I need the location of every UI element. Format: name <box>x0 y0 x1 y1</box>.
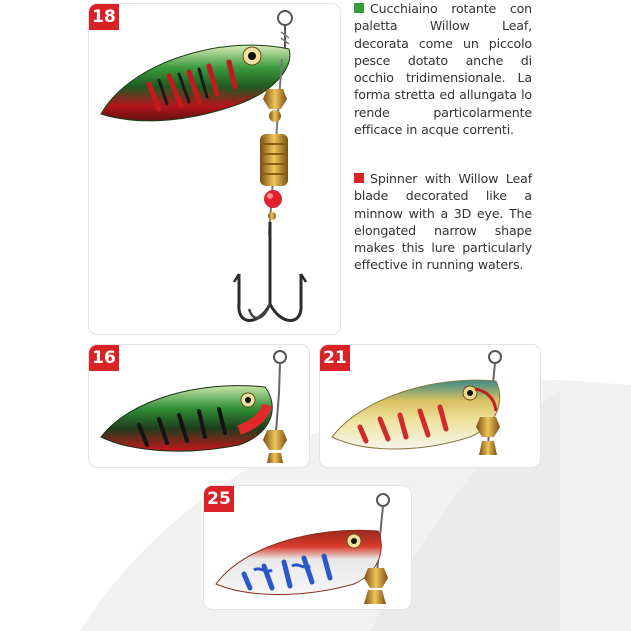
product-number-badge: 25 <box>204 486 234 512</box>
description-italian <box>354 0 532 138</box>
product-card-18[interactable] <box>88 3 341 335</box>
product-number-badge: 16 <box>89 345 119 371</box>
description-english <box>354 170 532 274</box>
product-card-21[interactable] <box>319 344 541 468</box>
willow-leaf-spinner-image <box>89 345 310 468</box>
english-description-text: Spinner with Willow Leaf blade decorated like a minnow with a 3D eye. The elongated narrow shape makes this lure particularly effective in running waters. <box>354 171 532 273</box>
product-card-25[interactable] <box>203 485 412 610</box>
italian-description-text: Cucchiaino rotante con paletta Willow Leaf, decorata come un piccolo pesce dotato anche di occhio tridimensionale. La forma stretta ed allungata lo rende particolarmente efficace in acque correnti. <box>354 1 532 138</box>
willow-leaf-spinner-image <box>89 4 341 335</box>
product-number-badge: 18 <box>89 4 119 30</box>
product-card-16[interactable] <box>88 344 310 468</box>
red-square-bullet-icon <box>354 173 364 183</box>
willow-leaf-spinner-image <box>204 486 412 610</box>
product-number-badge: 21 <box>320 345 350 371</box>
willow-leaf-spinner-image <box>320 345 541 468</box>
green-square-bullet-icon <box>354 3 364 13</box>
